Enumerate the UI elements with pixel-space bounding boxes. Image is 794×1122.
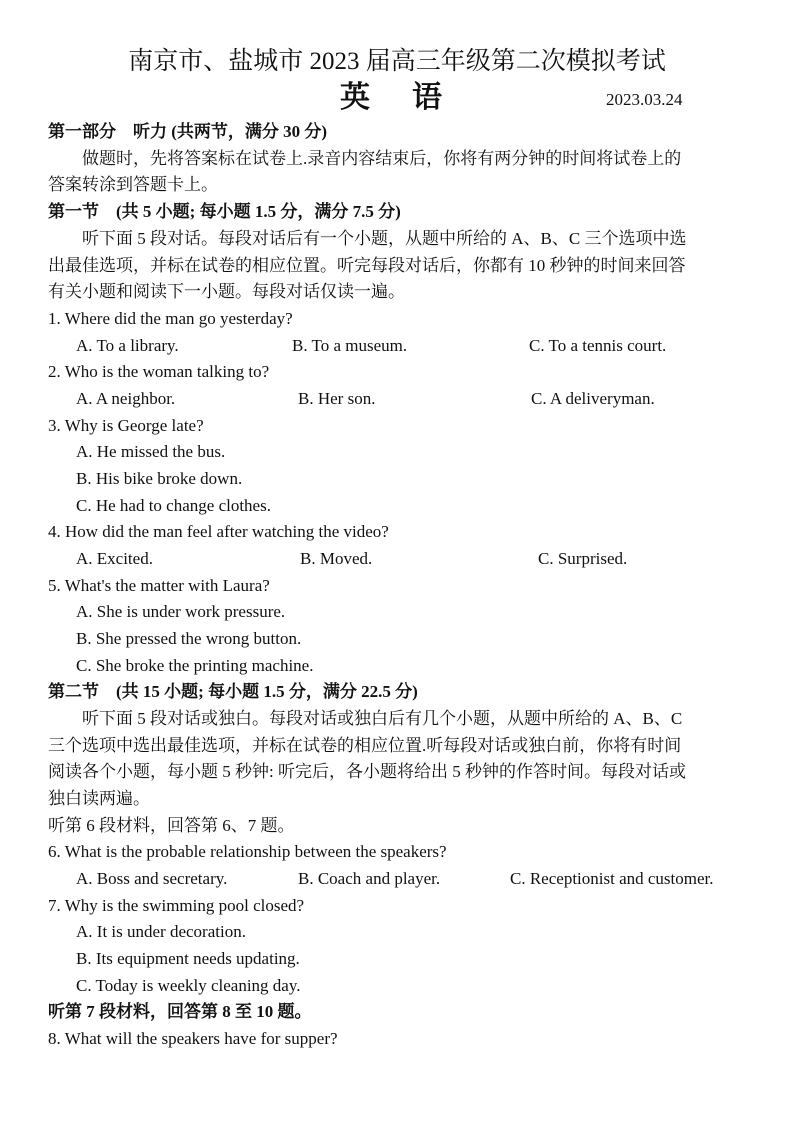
q1-option-b: B. To a museum. — [292, 336, 408, 355]
question-1: 1. Where did the man go yesterday? — [48, 309, 293, 328]
q6-option-c: C. Receptionist and customer. — [510, 869, 714, 888]
q3-option-c: C. He had to change clothes. — [76, 496, 271, 515]
question-6: 6. What is the probable relationship between the speakers? — [48, 842, 447, 861]
question-5: 5. What's the matter with Laura? — [48, 576, 270, 595]
material-6-note: 听第 6 段材料，回答第 6、7 题。 — [48, 816, 295, 835]
q5-option-b: B. She pressed the wrong button. — [76, 629, 302, 648]
q7-option-b: B. Its equipment needs updating. — [76, 949, 300, 968]
q3-option-b: B. His bike broke down. — [76, 469, 243, 488]
q7-option-a: A. It is under decoration. — [76, 922, 246, 941]
q5-option-c: C. She broke the printing machine. — [76, 656, 314, 675]
q2-option-b: B. Her son. — [298, 389, 376, 408]
section1-heading: 第一节 (共 5 小题; 每小题 1.5 分，满分 7.5 分) — [48, 202, 401, 221]
q1-option-c: C. To a tennis court. — [529, 336, 667, 355]
q3-option-a: A. He missed the bus. — [76, 442, 226, 461]
q5-option-a: A. She is under work pressure. — [76, 602, 286, 621]
section2-intro-line3: 阅读各个小题，每小题 5 秒钟: 听完后，各小题将给出 5 秒钟的作答时间。每段对话或 — [48, 762, 686, 781]
q2-option-a: A. A neighbor. — [76, 389, 176, 408]
exam-date: 2023.03.24 — [606, 90, 683, 109]
q4-option-a: A. Excited. — [76, 549, 153, 568]
part1-heading: 第一部分 听力 (共两节，满分 30 分) — [48, 122, 328, 141]
question-2: 2. Who is the woman talking to? — [48, 362, 270, 381]
section2-intro-line2: 三个选项中选出最佳选项，并标在试卷的相应位置.听每段对话或独白前，你将有时间 — [48, 736, 682, 755]
section2-heading: 第二节 (共 15 小题; 每小题 1.5 分，满分 22.5 分) — [48, 682, 418, 701]
section1-intro-line1: 听下面 5 段对话。每段对话后有一个小题，从题中所给的 A、B、C 三个选项中选 — [48, 229, 687, 248]
section1-intro-line2: 出最佳选项，并标在试卷的相应位置。听完每段对话后，你都有 10 秒钟的时间来回答 — [48, 256, 686, 275]
material-7-note: 听第 7 段材料，回答第 8 至 10 题。 — [48, 1002, 312, 1021]
part1-intro-line2: 答案转涂到答题卡上。 — [48, 175, 218, 194]
question-8: 8. What will the speakers have for supper? — [48, 1029, 338, 1048]
q2-option-c: C. A deliveryman. — [531, 389, 655, 408]
section2-intro-line1: 听下面 5 段对话或独白。每段对话或独白后有几个小题，从题中所给的 A、B、C — [48, 709, 683, 728]
q6-option-a: A. Boss and secretary. — [76, 869, 228, 888]
q7-option-c: C. Today is weekly cleaning day. — [76, 976, 301, 995]
q4-option-b: B. Moved. — [300, 549, 373, 568]
section1-intro-line3: 有关小题和阅读下一小题。每段对话仅读一遍。 — [48, 282, 405, 301]
q1-option-a: A. To a library. — [76, 336, 179, 355]
subject-title: 英语 — [340, 81, 484, 114]
q6-option-b: B. Coach and player. — [298, 869, 441, 888]
section2-intro-line4: 独白读两遍。 — [48, 789, 150, 808]
q4-option-c: C. Surprised. — [538, 549, 628, 568]
part1-intro-line1: 做题时，先将答案标在试卷上.录音内容结束后，你将有两分钟的时间将试卷上的 — [48, 149, 682, 168]
question-3: 3. Why is George late? — [48, 416, 204, 435]
question-4: 4. How did the man feel after watching the video? — [48, 522, 389, 541]
question-7: 7. Why is the swimming pool closed? — [48, 896, 305, 915]
exam-title: 南京市、盐城市 2023 届高三年级第二次模拟考试 — [128, 48, 666, 75]
